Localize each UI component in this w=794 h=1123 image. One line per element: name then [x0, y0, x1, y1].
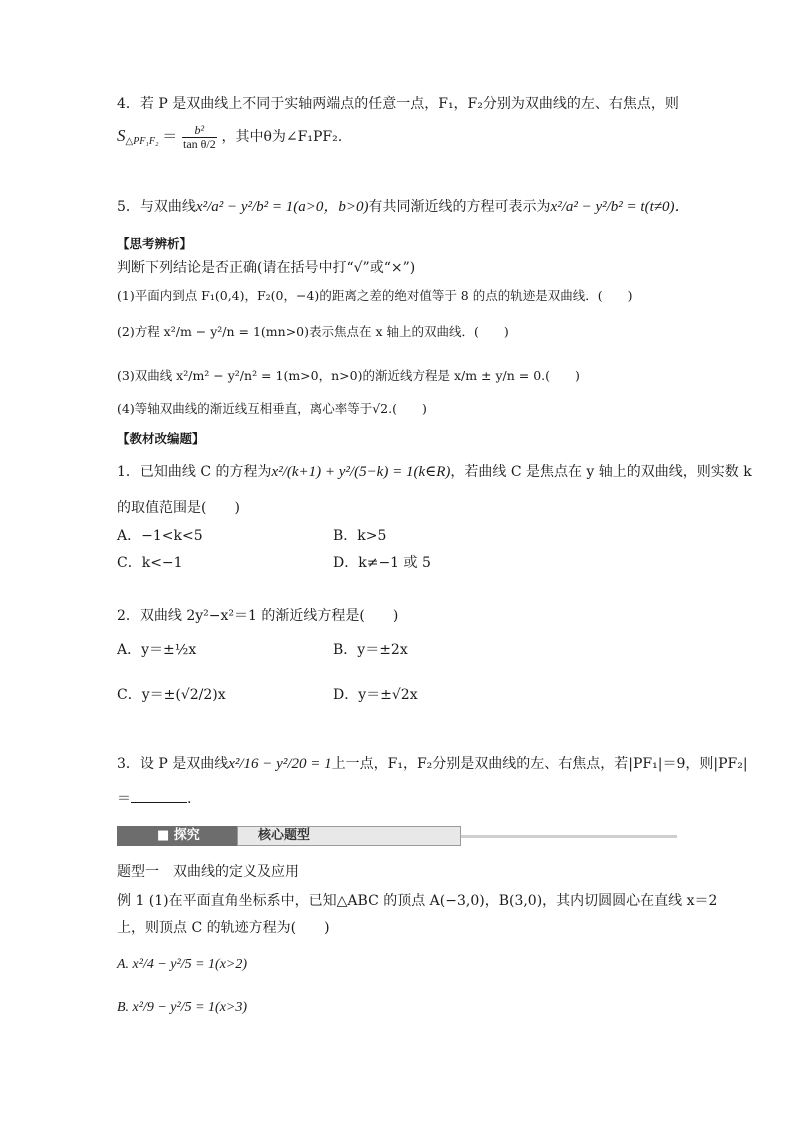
section-textbook-heading: 【教材改编题】: [117, 431, 205, 446]
item4-tail: ，其中θ为∠F₁PF₂.: [221, 128, 343, 145]
item5-eq2: x²/a² − y²/b² = t(t≠0)．: [550, 199, 690, 215]
section-banner: [117, 826, 677, 846]
q2-stem: 2．双曲线 2y²−x²＝1 的渐近线方程是( ): [117, 608, 399, 624]
q1-line1: [117, 462, 752, 482]
type1-title: 题型一 双曲线的定义及应用: [117, 864, 299, 880]
q1-option-a[interactable]: A．−1<k<5: [117, 528, 203, 544]
q3-line1-a: 3．设 P 是双曲线: [117, 756, 229, 772]
q2-option-a[interactable]: A．y＝±½x: [117, 642, 197, 658]
item5-eq1: x²/a² − y²/b² = 1(a>0，b>0): [195, 199, 369, 215]
q1-option-d[interactable]: D．k≠−1 或 5: [333, 555, 431, 571]
area-symbol: S: [117, 125, 126, 145]
q2-option-c[interactable]: C．y＝±(√2/2)x: [117, 687, 226, 703]
equals-sign: ＝: [162, 128, 178, 145]
think-item-2: (2)方程 x²/m − y²/n = 1(mn>0)表示焦点在 x 轴上的双曲线．( ): [117, 324, 509, 339]
area-denominator: tan θ/2: [182, 137, 216, 151]
q3-answer-blank[interactable]: [131, 788, 187, 803]
q3-equals: ＝: [117, 791, 131, 807]
q3-equation: x²/16 − y²/20 = 1: [228, 756, 332, 772]
q1-line1-a: 1．已知曲线 C 的方程为: [117, 464, 272, 480]
banner-core: 核心题型: [237, 826, 461, 846]
section-think-heading: 【思考辨析】: [117, 236, 193, 251]
item5-pre: 5．与双曲线: [117, 199, 196, 215]
area-subscript: △PF₁F₂: [125, 135, 159, 147]
example1-option-b[interactable]: B. x²/9 − y²/5 = 1(x>3): [117, 1000, 248, 1015]
banner-explore: ■ 探究: [117, 826, 237, 846]
item4-formula: [117, 124, 342, 174]
area-numerator: b²: [182, 124, 217, 138]
item4-line1: 4．若 P 是双曲线上不同于实轴两端点的任意一点，F₁，F₂分别为双曲线的左、右焦点，则: [117, 96, 679, 112]
think-item-4: (4)等轴双曲线的渐近线互相垂直，离心率等于√2.( ): [117, 401, 427, 416]
q3-line2: ＝ .: [117, 788, 191, 809]
q2-option-d[interactable]: D．y＝±√2x: [333, 687, 418, 703]
q1-equation: x²/(k+1) + y²/(5−k) = 1(k∈R): [271, 464, 451, 480]
think-intro: 判断下列结论是否正确(请在括号中打“√”或“×”): [117, 260, 416, 276]
q1-line2: 的取值范围是( ): [117, 500, 240, 516]
item5-line: [117, 197, 690, 217]
q3-line1-b: 上一点，F₁，F₂分别是双曲线的左、右焦点，若|PF₁|＝9，则|PF₂|: [331, 756, 748, 772]
q1-option-c[interactable]: C．k<−1: [117, 555, 183, 571]
example1-line1: 例 1 (1)在平面直角坐标系中，已知△ABC 的顶点 A(−3,0)，B(3,0)，其内切圆圆心在直线 x＝2: [117, 893, 718, 909]
example1-line2: 上，则顶点 C 的轨迹方程为( ): [117, 920, 330, 936]
q2-option-b[interactable]: B．y＝±2x: [333, 642, 408, 658]
q3-line1: [117, 754, 748, 774]
item5-mid: 有共同渐近线的方程可表示为: [368, 199, 551, 215]
q1-line1-b: ，若曲线 C 是焦点在 y 轴上的双曲线，则实数 k: [450, 464, 752, 480]
area-fraction: [182, 124, 217, 151]
example1-option-a[interactable]: A. x²/4 − y²/5 = 1(x>2): [117, 957, 248, 972]
think-item-1: (1)平面内到点 F₁(0,4)，F₂(0，−4)的距离之差的绝对值等于 8 的点的轨迹是双曲线．( ): [117, 288, 633, 303]
think-item-3: (3)双曲线 x²/m² − y²/n² = 1(m>0，n>0)的渐近线方程是 x/m ± y/n = 0.( ): [117, 368, 580, 383]
q1-option-b[interactable]: B．k>5: [333, 528, 387, 544]
